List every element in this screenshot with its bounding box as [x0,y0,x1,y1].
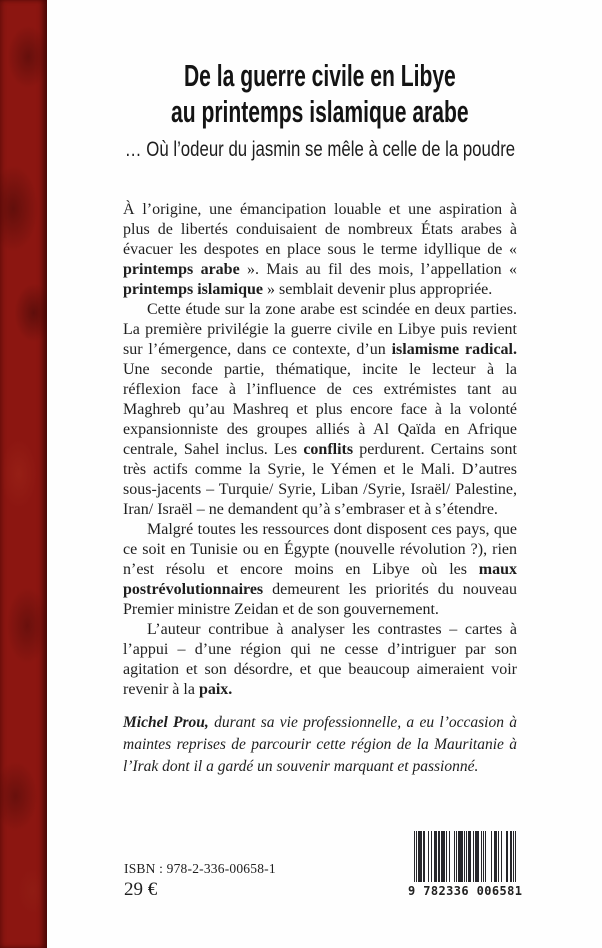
author-name: Michel Prou, [123,714,209,731]
barcode-bars [414,831,517,882]
text-segment-bold: conflits [303,441,354,458]
text-segment: ». Mais au fil des mois, l’appellation « [239,261,518,278]
text-segment: Malgré toutes les ressources dont disposent ces pays, que ce soit en Tunisie ou en Égypte (nouvelle révolution ?), rien n’est résolu et encore moins en Libye où les [123,521,517,578]
price-text: 29 € [124,879,158,900]
book-title-line1: De la guerre civile en Libye [184,58,456,93]
text-segment: demeurent les priorités du nouveau Premier ministre Zeidan et de son gouvernement. [123,581,517,618]
synopsis-paragraph-4 [123,620,517,700]
barcode [408,831,526,898]
book-spine [0,0,47,948]
text-segment-bold: maux postrévolutionnaires [123,561,517,598]
synopsis-paragraph-3 [123,520,517,620]
barcode-digits: 9 782336 006581 [408,884,523,898]
title-block [123,58,517,162]
text-segment: L’auteur contribue à analyser les contrastes – cartes à l’appui – d’une région qui ne cesse d’intriguer par son agitation et son désordre, et que beaucoup aimeraient voir revenir à la [123,621,517,698]
text-segment-bold: paix. [198,681,233,698]
author-bio [123,712,517,778]
text-segment-bold: printemps islamique [123,281,264,298]
text-segment: perdurent. Certains sont très actifs comme la Syrie, le Yémen et le Mali. D’autres sous-jacents – Turquie/ Syrie, Liban /Syrie, Israël/ Palestine, Iran/ Israël – ne demandent qu’à s’embraser et à s’étendre. [123,441,517,518]
text-segment: Cette étude sur la zone arabe est scindée en deux parties. La première privilégie la guerre civile en Libye puis revient sur l’émergence, dans ce contexte, d’un [123,301,517,358]
text-segment-bold: islamisme radical. [391,341,518,358]
text-segment: » semblait devenir plus appropriée. [263,281,493,298]
synopsis [123,200,517,700]
text-segment: À l’origine, une émancipation louable et une aspiration à plus de libertés conduisaient de nombreux États arabes à évacuer les despotes en place sous le terme idyllique de « [123,201,517,258]
text-segment-bold: printemps arabe [123,261,240,278]
book-subtitle: … Où l’odeur du jasmin se mêle à celle de la poudre [124,138,516,161]
text-segment: Une seconde partie, thématique, incite le lecteur à la réflexion face à l’influence de ces extrémistes tant au Maghreb qu’au Mashreq et plus encore face à la volonté expansionniste des groupes alliés à Al Qaïda en Afrique centrale, Sahel inclus. Les [123,361,517,458]
synopsis-paragraph-2 [123,300,517,520]
synopsis-paragraph-1 [123,200,517,300]
book-title-line2: au printemps islamique arabe [171,94,469,129]
isbn-text: ISBN : 978-2-336-00658-1 [124,861,276,876]
author-bio-text: durant sa vie professionnelle, a eu l’occasion à maintes reprises de parcourir cette région de la Mauritanie à l’Irak dont il a gardé un souvenir marquant et passionné. [123,714,517,775]
